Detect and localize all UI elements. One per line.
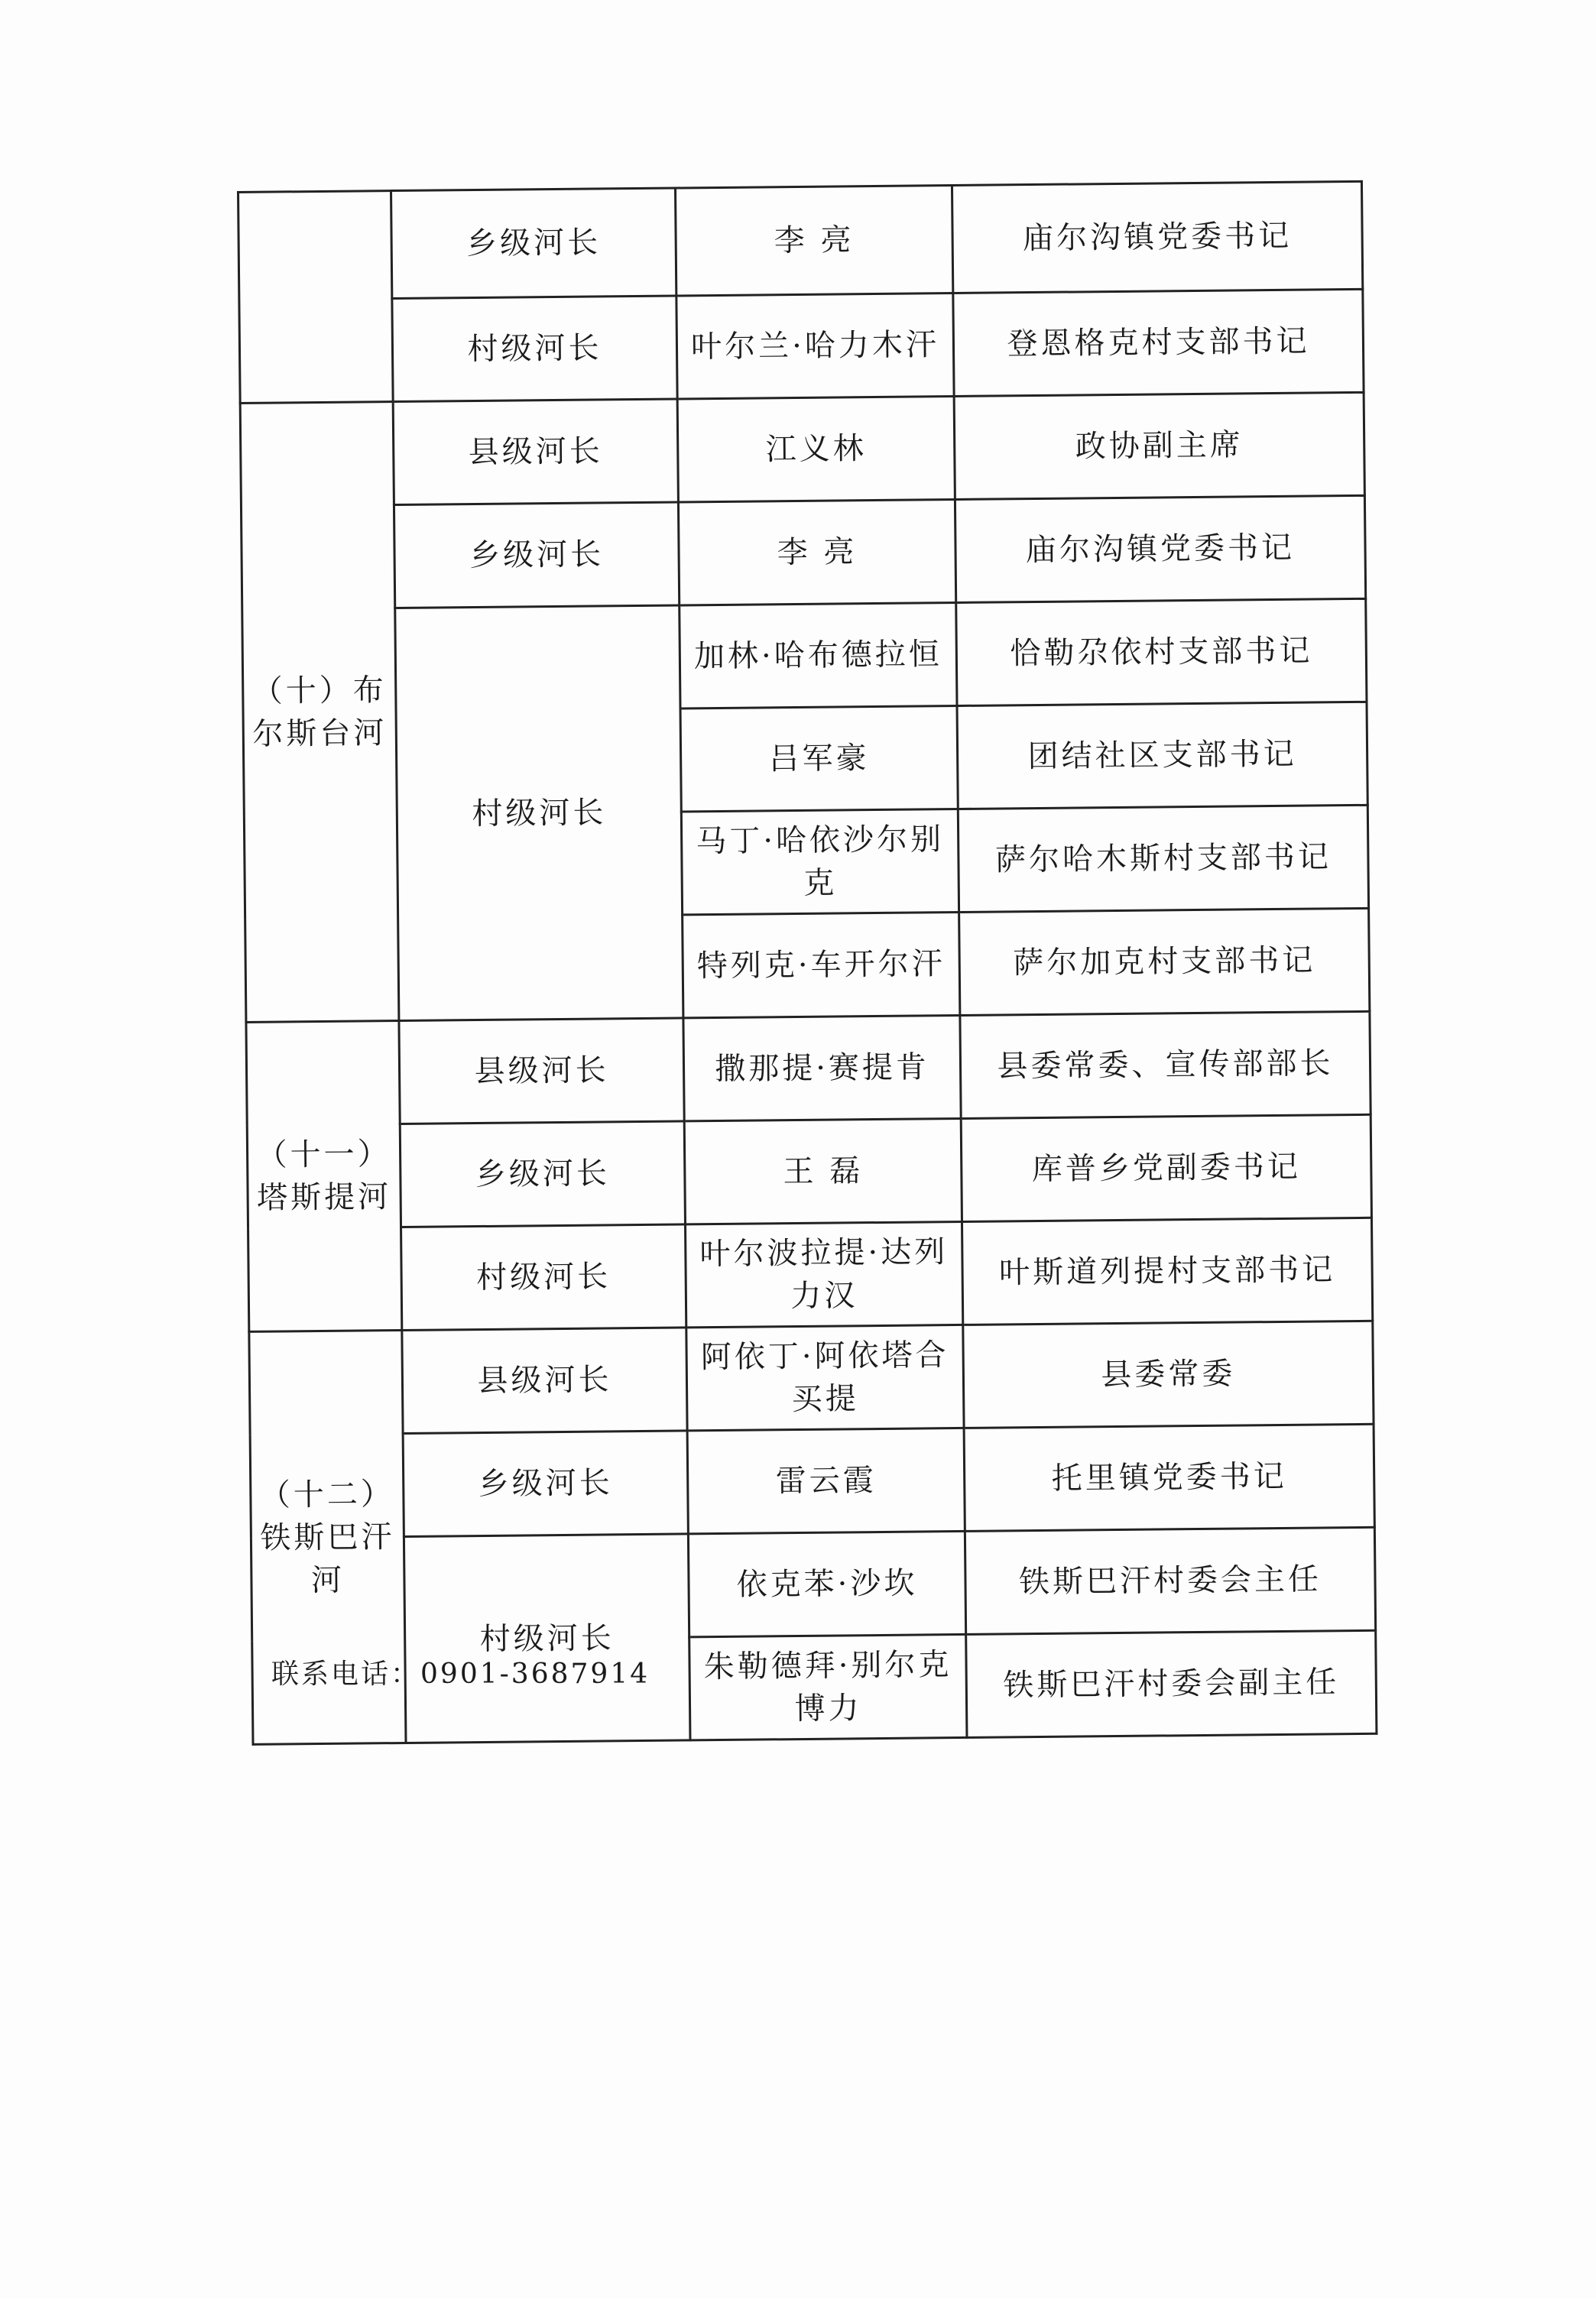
level-cell: 村级河长: [395, 605, 683, 1021]
name-cell: 雷云霞: [687, 1428, 965, 1533]
name-cell: 撒那提·赛提肯: [683, 1015, 961, 1120]
river-chief-table: [237, 180, 1377, 1746]
level-cell: 村级河长: [392, 296, 677, 402]
title-cell: 叶斯道列提村支部书记: [962, 1218, 1372, 1325]
table-row: [246, 1011, 1371, 1125]
title-cell: 登恩格克村支部书记: [953, 289, 1364, 396]
title-cell: 庙尔沟镇党委书记: [952, 181, 1362, 293]
table-row: [249, 1321, 1374, 1435]
river-name-cell: （十）布尔斯台河: [240, 402, 399, 1023]
river-name-cell: （十二）铁斯巴汗河: [249, 1330, 406, 1744]
name-cell: 马丁·哈依沙尔别克: [681, 809, 959, 914]
name-cell: 依克苯·沙坎: [688, 1531, 965, 1636]
name-cell: 吕军豪: [680, 705, 958, 811]
title-cell: 托里镇党委书记: [964, 1424, 1374, 1531]
river-name-cell: （十一）塔斯提河: [246, 1021, 402, 1332]
name-cell: 李 亮: [678, 500, 955, 605]
title-cell: 库普乡党副委书记: [961, 1114, 1371, 1221]
name-cell: 叶尔兰·哈力木汗: [676, 293, 954, 399]
table-row: [241, 495, 1365, 609]
table-row: [239, 289, 1364, 403]
title-cell: 萨尔哈木斯村支部书记: [958, 805, 1368, 912]
title-cell: 恰勒尕依村支部书记: [956, 598, 1367, 705]
table-row: [240, 392, 1364, 506]
name-cell: 叶尔波拉提·达列力汉: [686, 1221, 963, 1327]
title-cell: 县委常委、宣传部部长: [960, 1011, 1371, 1118]
level-cell: 乡级河长: [400, 1121, 685, 1227]
title-cell: 铁斯巴汗村委会主任: [965, 1527, 1375, 1634]
name-cell: 加林·哈布德拉恒: [680, 602, 957, 708]
name-cell: 王 磊: [684, 1118, 962, 1224]
contact-line: [271, 1652, 650, 1691]
name-cell: 李 亮: [675, 186, 952, 296]
name-cell: 特列克·车开尔汗: [683, 912, 960, 1017]
title-cell: 萨尔加克村支部书记: [959, 908, 1370, 1015]
contact-phone: 0901-3687914: [420, 1659, 650, 1690]
level-cell: 村级河长: [401, 1224, 686, 1331]
level-cell: 县级河长: [402, 1328, 687, 1434]
level-cell: 县级河长: [393, 399, 678, 505]
title-cell: 铁斯巴汗村委会副主任: [966, 1630, 1377, 1737]
table-row: [248, 1218, 1373, 1331]
table-row: [247, 1114, 1371, 1228]
table-row: [238, 181, 1363, 300]
level-cell: 村级河长: [404, 1534, 690, 1743]
title-cell: 庙尔沟镇党委书记: [955, 495, 1365, 602]
title-cell: 县委常委: [963, 1321, 1374, 1428]
name-cell: 阿依丁·阿依塔合买提: [686, 1325, 964, 1430]
level-cell: 乡级河长: [391, 188, 676, 299]
table-row: [242, 598, 1367, 712]
river-name-cell: [238, 191, 394, 404]
level-cell: 乡级河长: [394, 502, 679, 608]
title-cell: 政协副主席: [954, 392, 1364, 499]
level-cell: 乡级河长: [403, 1431, 688, 1537]
name-cell: 朱勒德拜·别尔克博力: [689, 1634, 967, 1740]
level-cell: 县级河长: [399, 1018, 684, 1124]
table-row: [251, 1527, 1375, 1641]
contact-label: 联系电话：: [271, 1659, 421, 1690]
title-cell: 团结社区支部书记: [957, 702, 1367, 809]
table-row: [250, 1424, 1374, 1538]
name-cell: 江义林: [677, 397, 955, 502]
